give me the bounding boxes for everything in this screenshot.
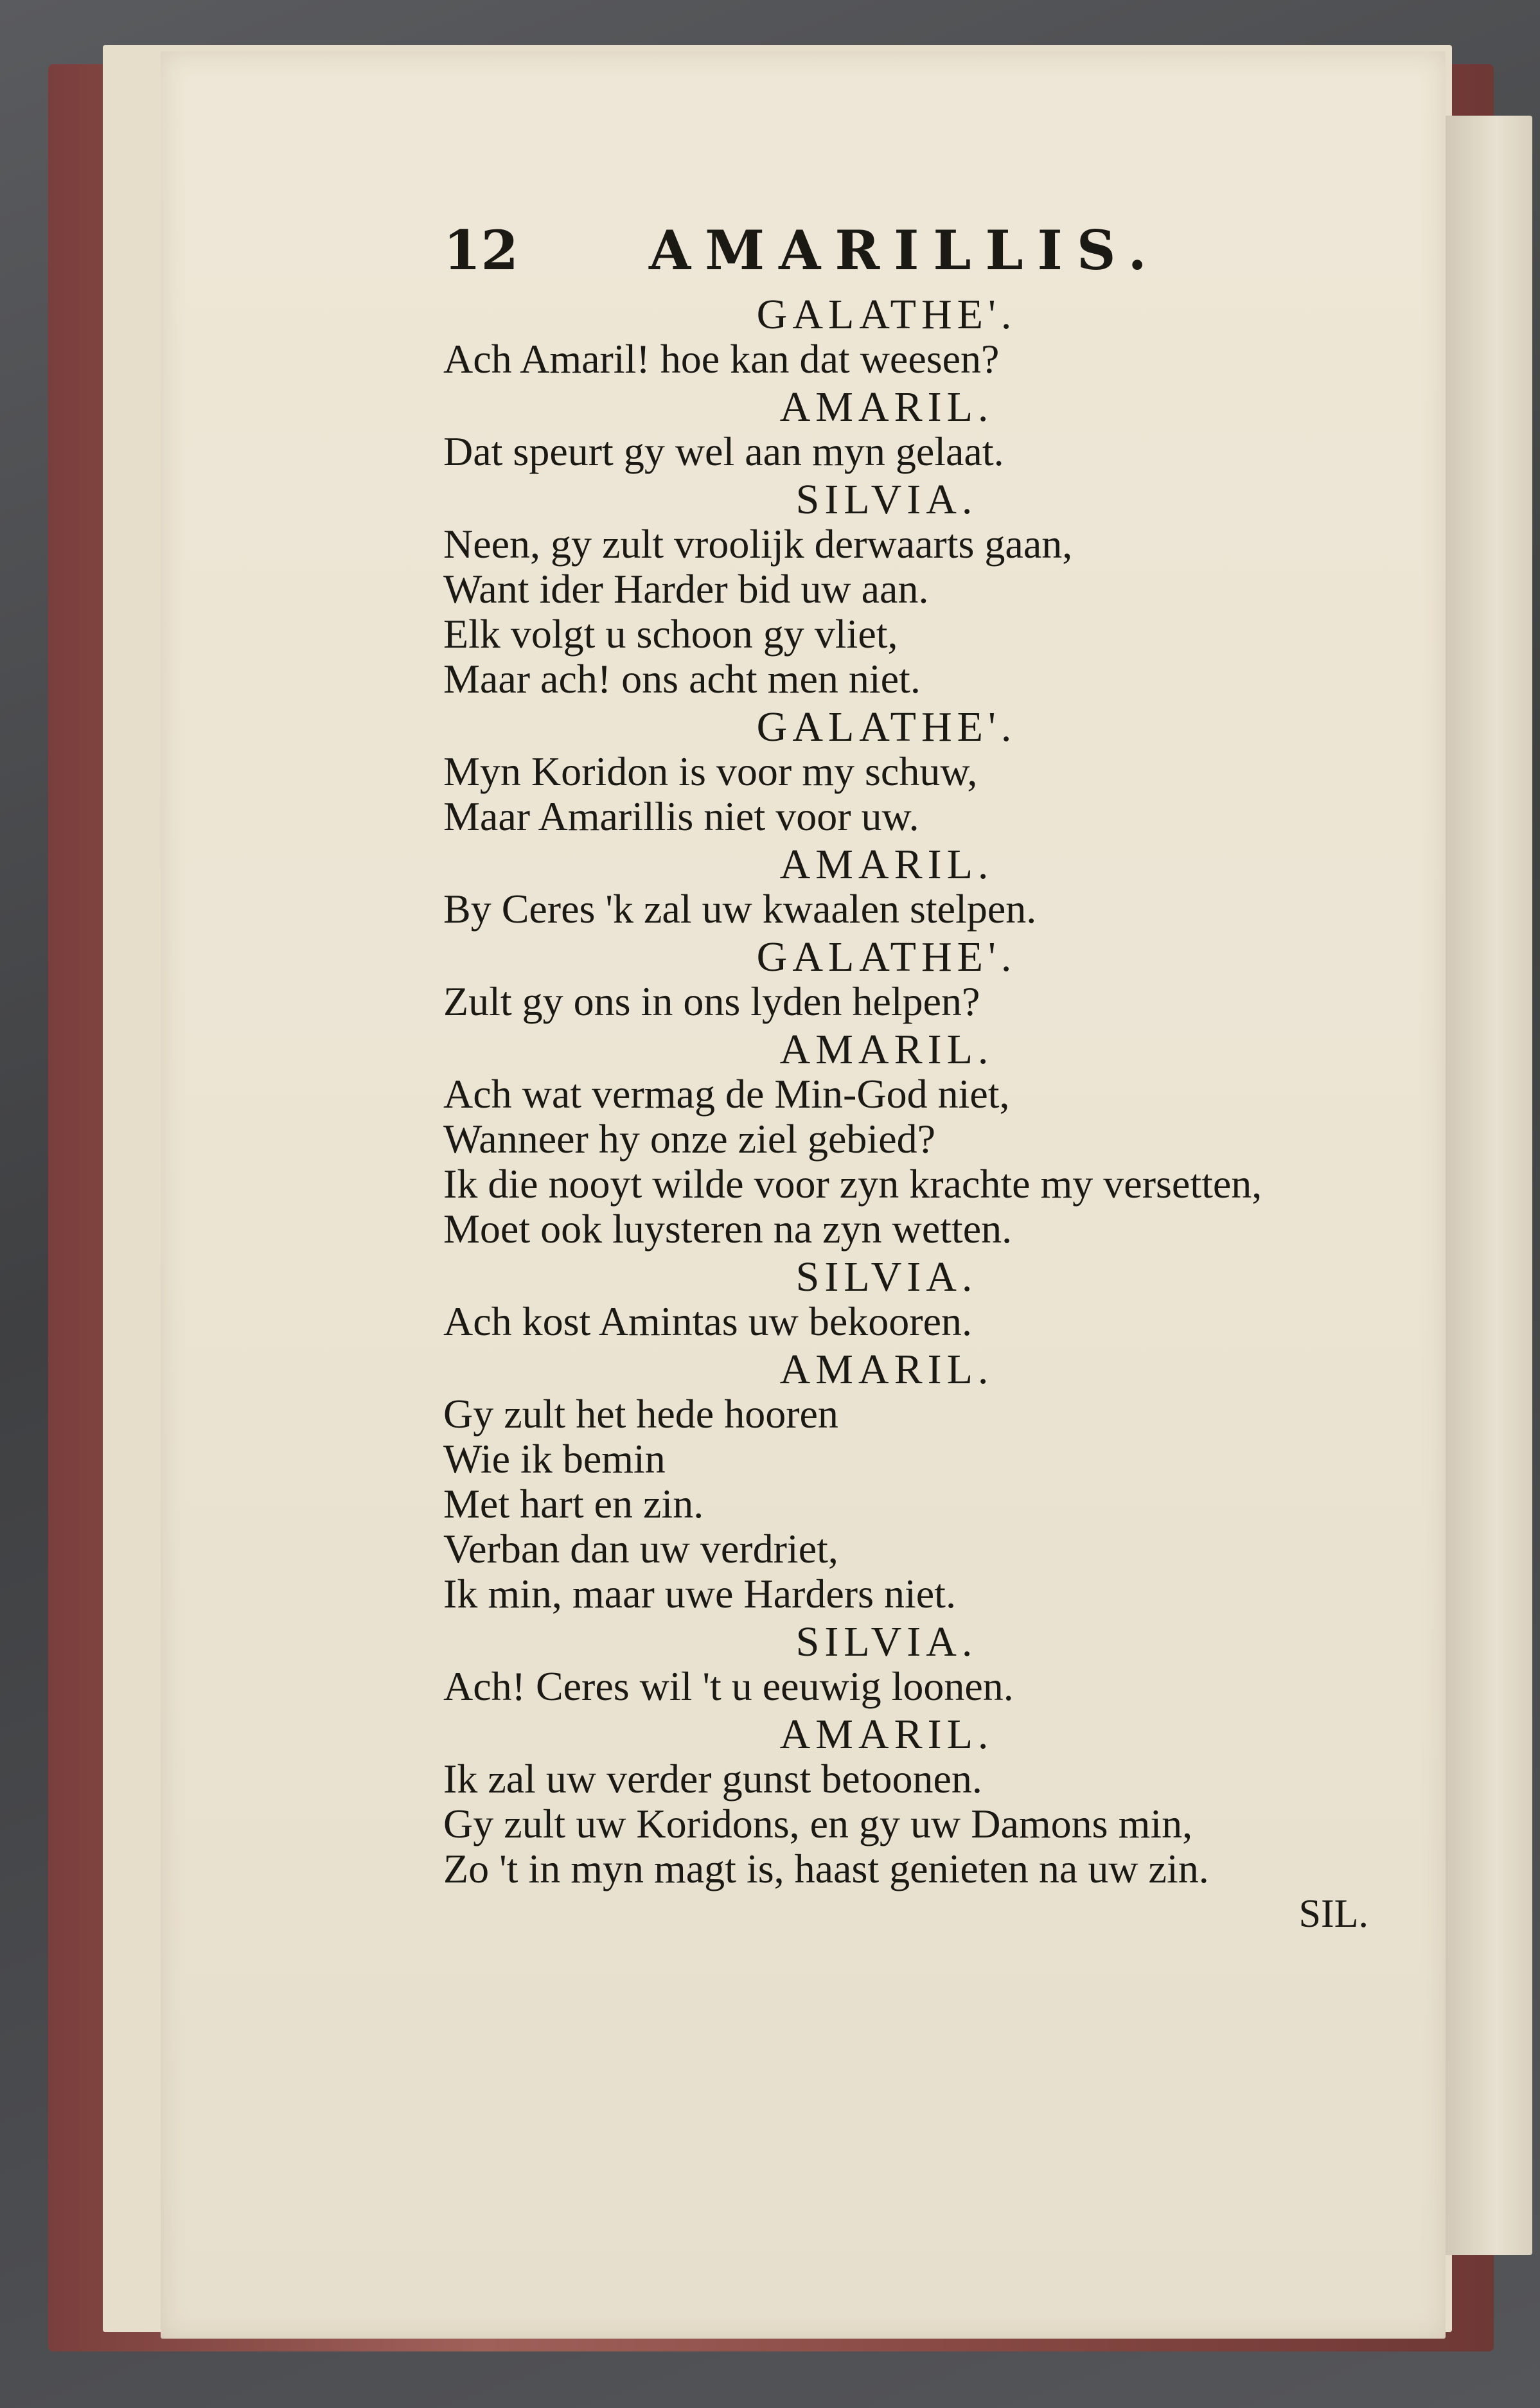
facing-page-edge bbox=[1442, 116, 1532, 2255]
verse-line: Maar ach! ons acht men niet. bbox=[443, 656, 921, 702]
catchword: SIL. bbox=[1298, 1892, 1368, 1936]
verse-line: Dat speurt gy wel aan myn gelaat. bbox=[443, 429, 1004, 474]
dialogue-block bbox=[443, 1255, 1375, 1344]
verse-line: By Ceres 'k zal uw kwaalen stelpen. bbox=[443, 886, 1037, 932]
verse-line: Gy zult het hede hooren bbox=[443, 1391, 838, 1437]
dialogue-block bbox=[443, 1713, 1375, 1891]
speaker-name: GALATHE'. bbox=[756, 704, 1017, 750]
dialogue-block bbox=[443, 1620, 1375, 1709]
speaker-name: AMARIL. bbox=[779, 384, 994, 430]
dialogue-block bbox=[443, 385, 1375, 474]
verse-line: Myn Koridon is voor my schuw, bbox=[443, 748, 978, 794]
verse-line: Wie ik bemin bbox=[443, 1436, 666, 1482]
verse-line: Ik die nooyt wilde voor zyn krachte my versetten, bbox=[443, 1161, 1262, 1207]
page-number: 12 bbox=[443, 218, 518, 282]
speaker-name: SILVIA. bbox=[795, 476, 978, 523]
dialogue-block bbox=[443, 843, 1375, 932]
verse-line: Zo 't in myn magt is, haast genieten na uw zin. bbox=[443, 1846, 1209, 1891]
verse-line: Gy zult uw Koridons, en gy uw Damons min, bbox=[443, 1801, 1193, 1846]
verse-line: Ik min, maar uwe Harders niet. bbox=[443, 1571, 956, 1616]
speaker-name: GALATHE'. bbox=[756, 291, 1017, 338]
running-title: AMARILLIS. bbox=[649, 218, 1161, 282]
page-text bbox=[443, 206, 1375, 1936]
verse-line: Ach! Ceres wil 't u eeuwig loonen. bbox=[443, 1663, 1014, 1709]
verse-line: Ik zal uw verder gunst betoonen. bbox=[443, 1756, 982, 1802]
verse-line: Want ider Harder bid uw aan. bbox=[443, 566, 929, 612]
speaker-name: AMARIL. bbox=[779, 1026, 994, 1073]
dialogue-block bbox=[443, 935, 1375, 1024]
verse-line: Ach wat vermag de Min-God niet, bbox=[443, 1071, 1010, 1117]
verse-line: Ach Amaril! hoe kan dat weesen? bbox=[443, 336, 1000, 382]
verse-line: Ach kost Amintas uw bekooren. bbox=[443, 1298, 972, 1344]
verse-line: Maar Amarillis niet voor uw. bbox=[443, 793, 919, 839]
speaker-name: AMARIL. bbox=[779, 841, 994, 888]
speaker-name: AMARIL. bbox=[779, 1711, 994, 1758]
verse-line: Moet ook luysteren na zyn wetten. bbox=[443, 1206, 1013, 1252]
dialogue-block bbox=[443, 478, 1375, 702]
verse-line: Zult gy ons in ons lyden helpen? bbox=[443, 978, 980, 1024]
speaker-name: GALATHE'. bbox=[756, 934, 1017, 980]
running-head bbox=[443, 206, 1375, 289]
speaker-name: SILVIA. bbox=[795, 1253, 978, 1300]
dialogue-block bbox=[443, 1028, 1375, 1252]
dialogue-block bbox=[443, 1348, 1375, 1616]
verse-line: Neen, gy zult vroolijk derwaarts gaan, bbox=[443, 521, 1073, 567]
verse-line: Verban dan uw verdriet, bbox=[443, 1526, 838, 1571]
verse-line: Wanneer hy onze ziel gebied? bbox=[443, 1116, 935, 1162]
dialogue-block bbox=[443, 293, 1375, 382]
speaker-name: AMARIL. bbox=[779, 1346, 994, 1393]
dialogue-block bbox=[443, 705, 1375, 839]
speaker-name: SILVIA. bbox=[795, 1618, 978, 1665]
verse-line: Met hart en zin. bbox=[443, 1481, 704, 1527]
verse-line: Elk volgt u schoon gy vliet, bbox=[443, 611, 898, 657]
